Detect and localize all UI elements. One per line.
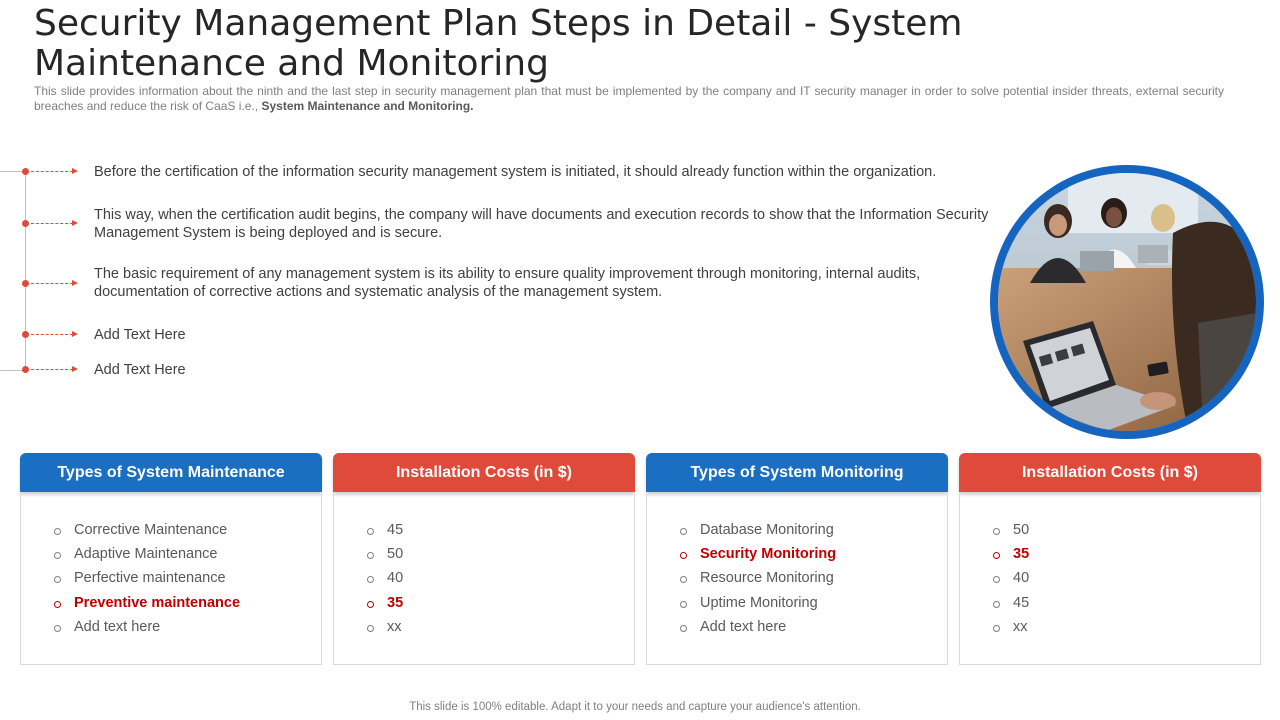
dashed-arrow-icon	[31, 283, 73, 284]
circle-bullet-icon	[54, 552, 61, 559]
card-body	[333, 494, 635, 665]
list-item: 45	[367, 521, 403, 545]
meeting-photo	[998, 173, 1256, 431]
bullet-text: Add Text Here	[94, 327, 186, 343]
circle-bullet-icon	[367, 576, 374, 583]
list-item: Adaptive Maintenance	[54, 545, 240, 569]
list-item: Perfective maintenance	[54, 569, 240, 593]
page-subtitle	[34, 84, 1224, 114]
list-item: xx	[367, 618, 403, 642]
card-item-list	[54, 521, 240, 642]
list-item: Uptime Monitoring	[680, 594, 836, 618]
card-system-maintenance	[20, 453, 322, 665]
list-item: Corrective Maintenance	[54, 521, 240, 545]
dashed-arrow-icon	[31, 223, 73, 224]
list-item-highlighted: Security Monitoring	[680, 545, 836, 569]
arrow-head-icon	[72, 220, 78, 226]
list-item: 40	[367, 569, 403, 593]
circle-bullet-icon	[993, 528, 1000, 535]
list-item: 50	[993, 521, 1029, 545]
bullet-text: This way, when the certification audit begins, the company will have documents and execution records to show that the Information Security Management System is being deployed and is secure.	[94, 207, 989, 241]
list-item-highlighted: 35	[993, 545, 1029, 569]
list-item: Add text here	[54, 618, 240, 642]
card-item-list	[367, 521, 403, 642]
list-item: Database Monitoring	[680, 521, 836, 545]
subtitle-text: This slide provides information about the ninth and the last step in security management plan that must be implemented by the company and IT security manager in order to solve potential insider threats, external security breaches and reduce the risk of CaaS i.e.,	[34, 84, 1224, 113]
subtitle-bold: System Maintenance and Monitoring.	[261, 99, 474, 113]
list-item: xx	[993, 618, 1029, 642]
card-installation-costs-maintenance	[333, 453, 635, 665]
dashed-arrow-icon	[31, 334, 73, 335]
card-installation-costs-monitoring	[959, 453, 1261, 665]
arrow-head-icon	[72, 168, 78, 174]
circle-bullet-icon	[367, 552, 374, 559]
bullet-text: The basic requirement of any management system is its ability to ensure quality improvement through monitoring, internal audits, documentation of corrective actions and systematic analysis of the management system.	[94, 266, 921, 300]
bullet-dot-icon	[22, 280, 29, 287]
circle-bullet-icon	[54, 625, 61, 632]
bullet-text: Add Text Here	[94, 362, 186, 378]
list-item-highlighted: Preventive maintenance	[54, 594, 240, 618]
card-body	[20, 494, 322, 665]
list-item: Add text here	[680, 618, 836, 642]
list-item-highlighted: 35	[367, 594, 403, 618]
bullet-dot-icon	[22, 168, 29, 175]
footer-note: This slide is 100% editable. Adapt it to your needs and capture your audience's attention.	[409, 701, 861, 713]
card-header: Types of System Maintenance	[20, 453, 322, 492]
bullet-dot-icon	[22, 366, 29, 373]
dashed-arrow-icon	[31, 369, 73, 370]
bullet-dot-icon	[22, 331, 29, 338]
circle-bullet-icon	[680, 601, 687, 608]
card-body	[646, 494, 948, 665]
circle-bullet-icon	[680, 625, 687, 632]
list-item: 50	[367, 545, 403, 569]
circle-bullet-icon	[680, 552, 687, 559]
circle-bullet-icon	[54, 528, 61, 535]
card-system-monitoring	[646, 453, 948, 665]
arrow-head-icon	[72, 331, 78, 337]
arrow-head-icon	[72, 366, 78, 372]
dashed-arrow-icon	[31, 171, 73, 172]
circle-bullet-icon	[54, 576, 61, 583]
circle-bullet-icon	[993, 601, 1000, 608]
circle-bullet-icon	[680, 528, 687, 535]
bullet-dot-icon	[22, 220, 29, 227]
list-item: Resource Monitoring	[680, 569, 836, 593]
circle-bullet-icon	[993, 625, 1000, 632]
bullet-text: Before the certification of the information security management system is initiated, it should already function within the organization.	[94, 164, 937, 180]
page-title: Security Management Plan Steps in Detail - System Maintenance and Monitoring	[34, 3, 963, 84]
circle-bullet-icon	[993, 576, 1000, 583]
circle-bullet-icon	[993, 552, 1000, 559]
circle-bullet-icon	[680, 576, 687, 583]
card-header: Types of System Monitoring	[646, 453, 948, 492]
photo-frame	[990, 165, 1264, 439]
meeting-photo-illustration	[998, 173, 1256, 431]
card-item-list	[680, 521, 836, 642]
card-header: Installation Costs (in $)	[959, 453, 1261, 492]
card-body	[959, 494, 1261, 665]
circle-bullet-icon	[54, 601, 61, 608]
list-item: 45	[993, 594, 1029, 618]
circle-bullet-icon	[367, 601, 374, 608]
card-header: Installation Costs (in $)	[333, 453, 635, 492]
list-item: 40	[993, 569, 1029, 593]
circle-bullet-icon	[367, 528, 374, 535]
circle-bullet-icon	[367, 625, 374, 632]
arrow-head-icon	[72, 280, 78, 286]
card-item-list	[993, 521, 1029, 642]
timeline-line	[25, 171, 26, 371]
